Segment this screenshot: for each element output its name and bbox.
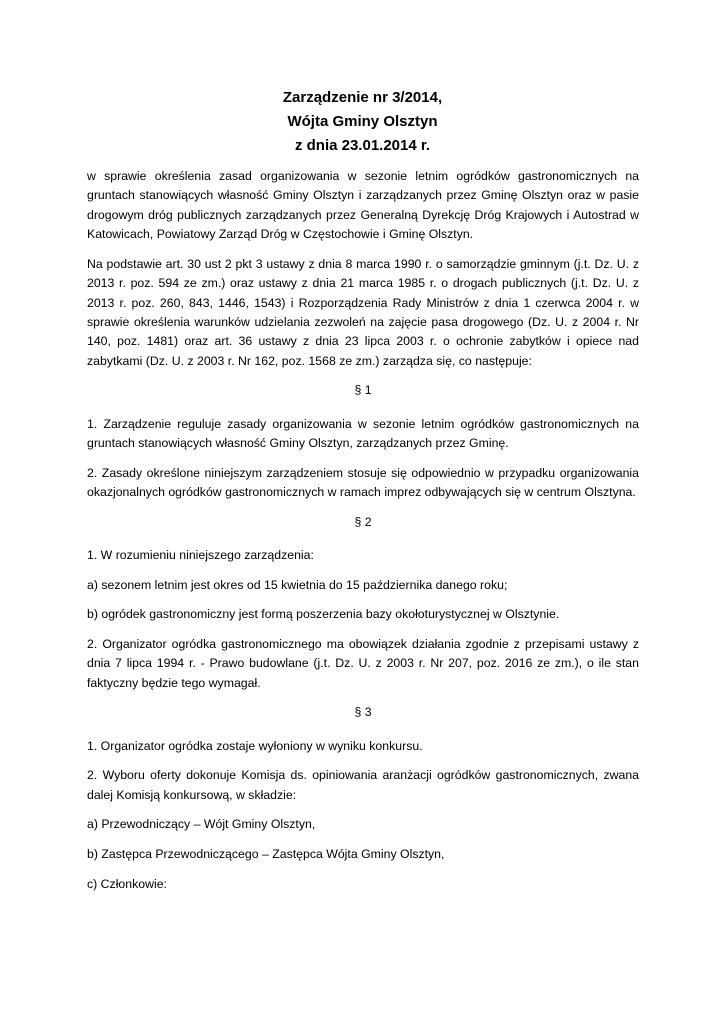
section-2-paragraph-1: 1. W rozumieniu niniejszego zarządzenia:	[87, 548, 314, 563]
legal-basis-paragraph: Na podstawie art. 30 ust 2 pkt 3 ustawy z dnia 8 marca 1990 r. o samorządzie gminnym (j.t. Dz. U. z 2013 r. poz. 594 ze zm.) oraz ustawy z dnia 21 marca 1985 r. o drogach publicznych (j.t. Dz. U. z 2013 r. poz. 260, 843, 1446, 1543) i Rozporządzenia Rady Ministrów z dnia 1 czerwca 2004 r. w sprawie określenia warunków udzielania zezwoleń na zajęcie pasa drogowego (Dz. U. z 2004 r. Nr 140, poz. 1481) oraz art. 36 ustawy z dnia 23 lipca 2003 r. o ochronie zabytków i opiece nad zabytkami (Dz. U. z 2003 r. Nr 162, poz. 1568 ze zm.) zarządza się, co następuje:	[87, 256, 639, 368]
section-2-paragraph-2: 2. Organizator ogródka gastronomicznego ma obowiązek działania zgodnie z przepisami ustawy z dnia 7 lipca 1994 r. - Prawo budowlane (j.t. Dz. U. z 2003 r. Nr 207, poz. 2016 ze zm.), o ile stan faktyczny będzie tego wymagał.	[87, 637, 639, 690]
section-3-paragraph-1: 1. Organizator ogródka zostaje wyłoniony w wyniku konkursu.	[87, 738, 423, 753]
section-1-paragraph-2: 2. Zasady określone niniejszym zarządzeniem stosuje się odpowiednio w przypadku organizowania okazjonalnych ogródków gastronomicznych w ramach imprez odbywających się w centrum Olsztyna.	[87, 465, 639, 500]
section-3-item-b: b) Zastępca Przewodniczącego – Zastępca Wójta Gminy Olsztyn,	[87, 847, 445, 862]
section-3-heading: § 3	[354, 705, 372, 720]
section-2-heading: § 2	[354, 514, 372, 529]
title-line-1: Zarządzenie nr 3/2014,	[282, 89, 443, 106]
section-3-item-a: a) Przewodniczący – Wójt Gminy Olsztyn,	[87, 817, 316, 832]
section-3-item-c: c) Członkowie:	[87, 876, 167, 891]
section-2-item-a: a) sezonem letnim jest okres od 15 kwietnia do 15 października danego roku;	[87, 577, 508, 592]
section-1-heading: § 1	[354, 383, 372, 398]
title-line-3: z dnia 23.01.2014 r.	[294, 137, 431, 154]
intro-paragraph: w sprawie określenia zasad organizowania w sezonie letnim ogródków gastronomicznych na gruntach stanowiących własność Gminy Olsztyn i zarządzanych przez Gminę Olsztyn oraz w pasie drogowym dróg publicznych zarządzanych przez Generalną Dyrekcję Dróg Krajowych i Autostrad w Katowicach, Powiatowy Zarząd Dróg w Częstochowie i Gminę Olsztyn.	[87, 169, 639, 242]
section-3-paragraph-2: 2. Wyboru oferty dokonuje Komisja ds. opiniowania aranżacji ogródków gastronomicznych, zwana dalej Komisją konkursową, w składzie:	[87, 768, 639, 802]
document-title	[0, 86, 725, 158]
section-1-paragraph-1: 1. Zarządzenie reguluje zasady organizowania w sezonie letnim ogródków gastronomicznych na gruntach stanowiących własność Gminy Olsztyn, zarządzanych przez Gminę.	[87, 416, 639, 451]
title-line-2: Wójta Gminy Olsztyn	[287, 113, 438, 130]
section-2-item-b: b) ogródek gastronomiczny jest formą poszerzenia bazy okołoturystycznej w Olsztynie.	[87, 607, 560, 622]
document-body	[87, 167, 639, 904]
